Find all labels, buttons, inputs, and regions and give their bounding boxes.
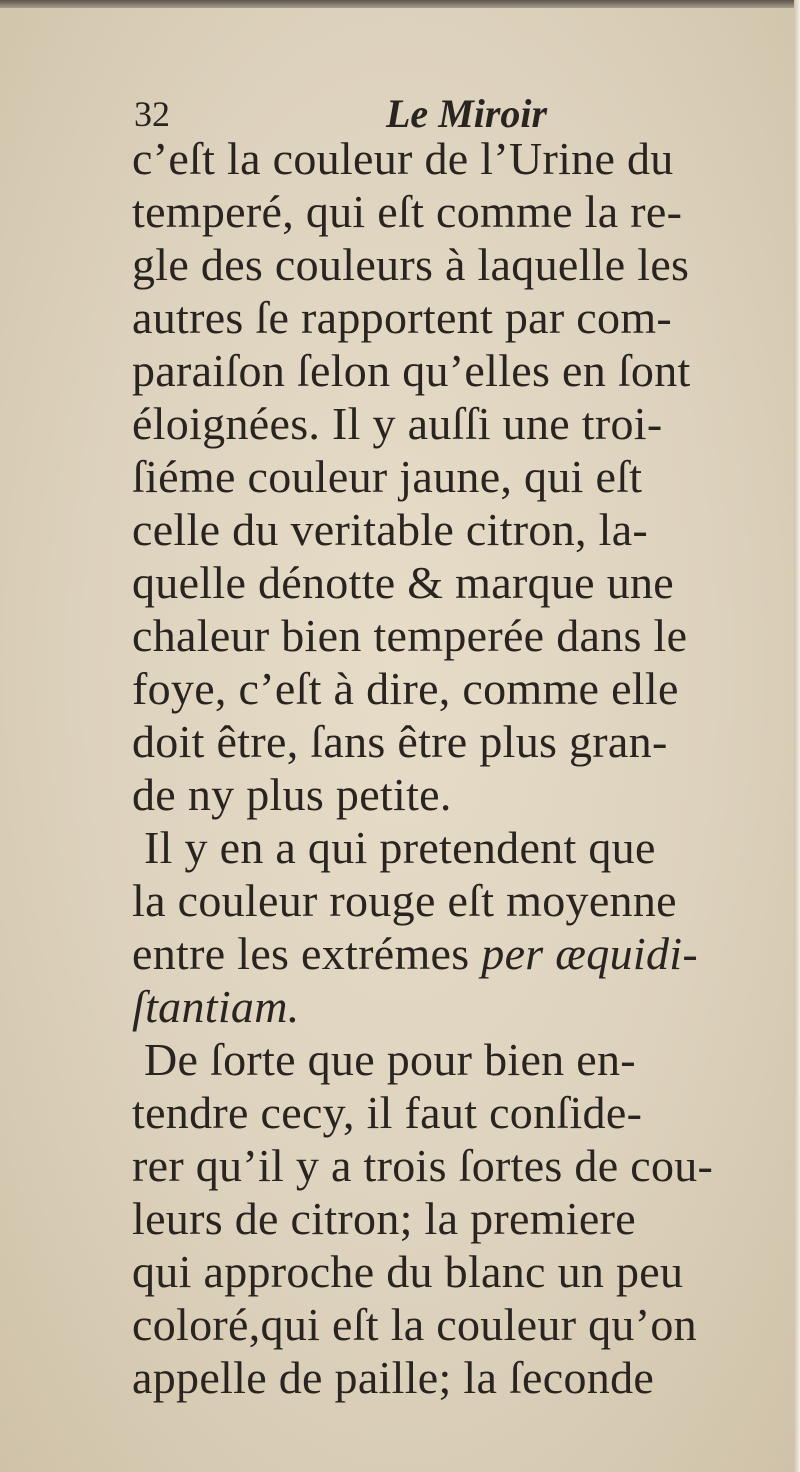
text-line: éloignées. Il y auſſi une troi- (132, 398, 663, 449)
text-line: tendre cecy, il faut conſide- (132, 1087, 643, 1138)
text-line: doit être, ſans être plus gran- (132, 716, 668, 767)
text-line: temperé, qui eſt comme la re- (132, 186, 683, 237)
page-right-edge (794, 0, 800, 1472)
text-line: autres ſe rapportent par com- (132, 292, 673, 343)
text-line (132, 927, 772, 980)
text-line: appelle de paille; la ſeconde (132, 1352, 655, 1403)
text-line: de ny plus petite. (132, 769, 452, 820)
text-line: qui approche du blanc un peu (132, 1246, 684, 1297)
text-line: leurs de citron; la premiere (132, 1193, 636, 1244)
italic-latin-phrase: per æquidi- (481, 928, 698, 979)
paragraph-start-line: De ſorte que pour bien en- (144, 1034, 636, 1085)
text-line: gle des couleurs à laquelle les (132, 239, 690, 290)
page-header (134, 88, 774, 138)
text-line: coloré,qui eſt la couleur qu’on (132, 1299, 697, 1350)
text-line: paraiſon ſelon qu’elles en ſont (132, 345, 691, 396)
text-line: la couleur rouge eſt moyenne (132, 875, 677, 926)
text-line: foye, c’eſt à dire, comme elle (132, 663, 679, 714)
page-top-edge (0, 0, 800, 8)
text-line: quelle dénotte & marque une (132, 557, 675, 608)
text-line: rer qu’il y a trois ſortes de cou- (132, 1140, 714, 1191)
text-line: chaleur bien temperée dans le (132, 610, 688, 661)
body-text (132, 132, 772, 1404)
text-line: celle du veritable citron, la- (132, 504, 649, 555)
text-line-roman-part: entre les extrémes (132, 928, 470, 979)
paragraph-start-line: Il y en a qui pretendent que (144, 822, 656, 873)
text-line: ſiéme couleur jaune, qui eſt (132, 451, 643, 502)
text-line (132, 980, 772, 1033)
text-line: c’eſt la couleur de l’Urine du (132, 133, 674, 184)
running-title: Le Miroir (386, 91, 548, 136)
italic-latin-phrase-end: ſtantiam. (132, 981, 300, 1032)
page-number: 32 (134, 94, 170, 134)
